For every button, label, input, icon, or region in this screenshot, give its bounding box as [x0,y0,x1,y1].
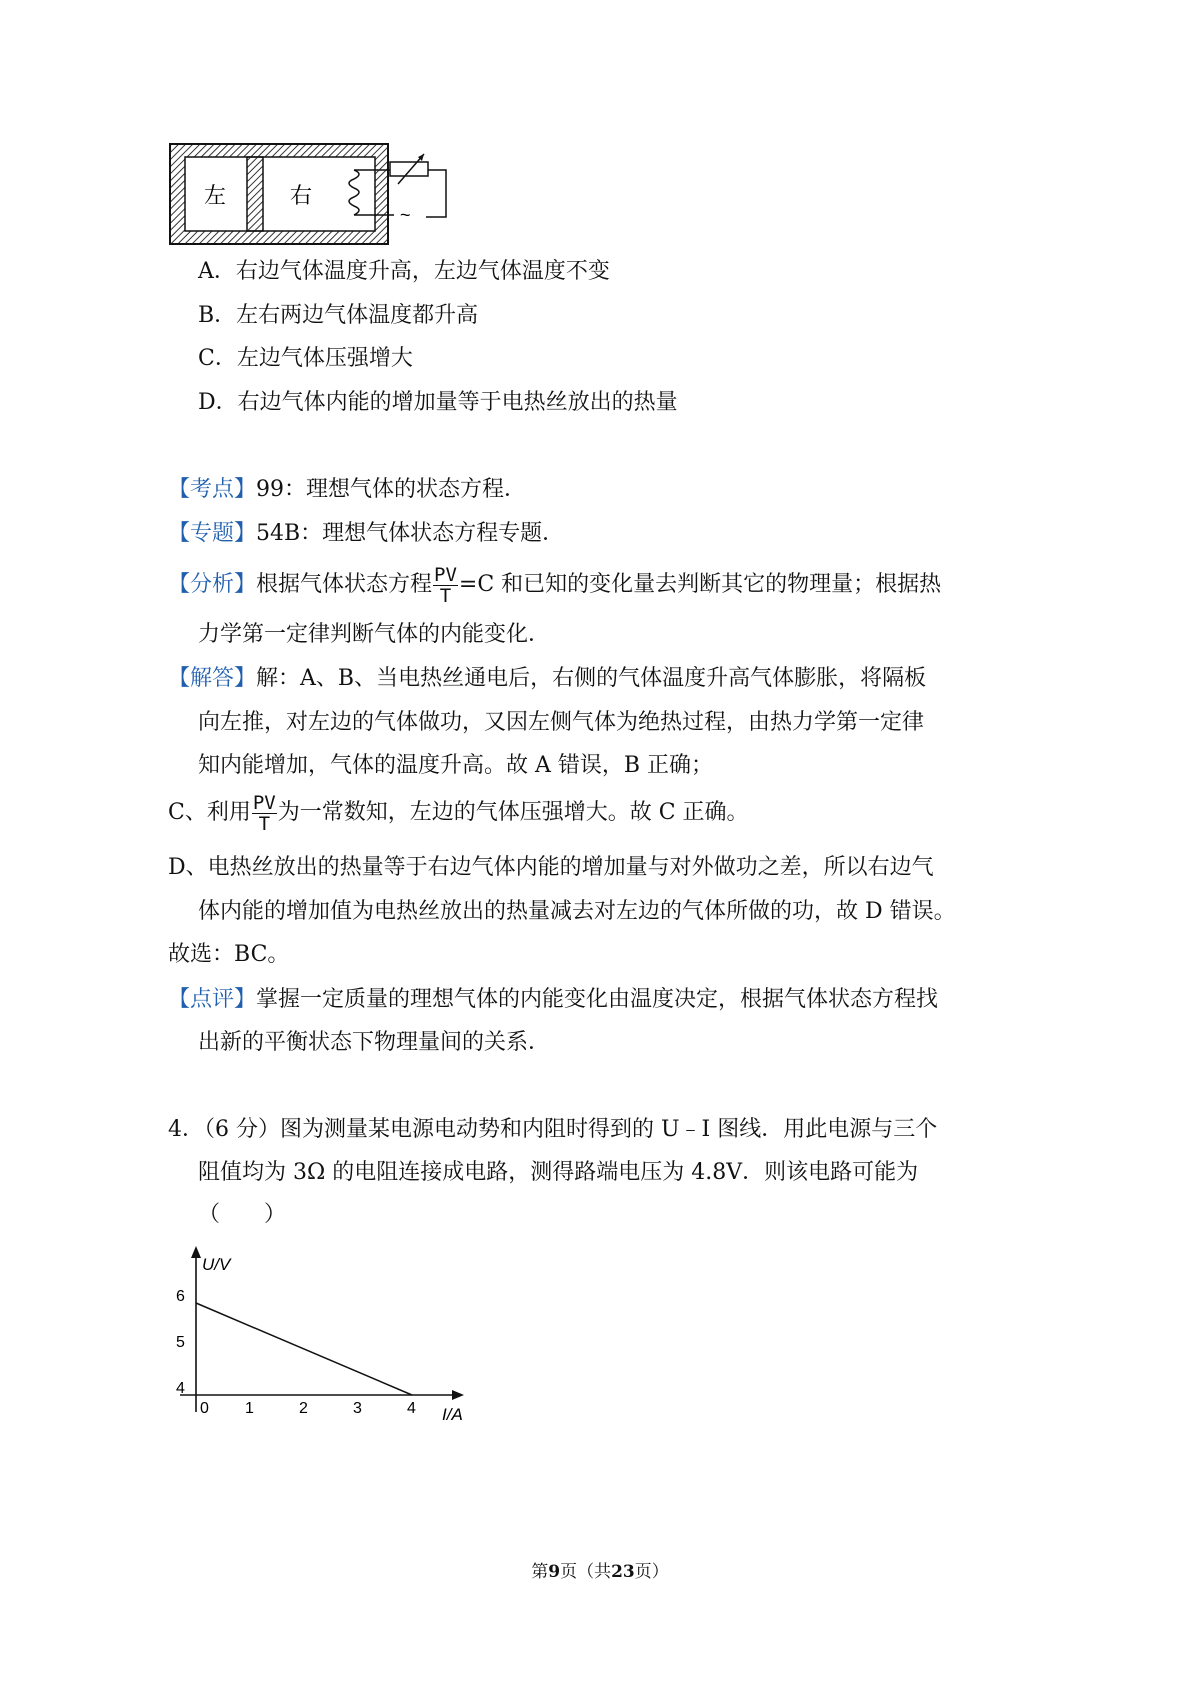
right-chamber-label: 右 [290,184,313,209]
zhuanti-text: 54B：理想气体状态方程专题． [256,521,565,546]
jieda-line2: 向左推，对左边的气体做功，又因左侧气体为绝热过程，由热力学第一定律 [198,710,925,735]
x-tick-label: 2 [299,1400,308,1417]
jieda-tag: 【解答】 [168,666,257,691]
variable-resistor [390,162,428,176]
jieda-c-pre: C、利用 [168,800,251,825]
option-b: B．左右两边气体温度都升高 [198,303,479,328]
x-tick-label: 4 [407,1400,416,1417]
x-tick-label: 3 [353,1400,362,1417]
fraction-numerator: PV [434,563,457,586]
partition [247,157,263,231]
left-chamber-label: 左 [204,184,227,209]
y-tick-label: 5 [176,1334,185,1351]
option-a: A．右边气体温度升高，左边气体温度不变 [198,259,610,284]
x-tick-label: 1 [245,1400,254,1417]
dianping-line2: 出新的平衡状态下物理量间的关系． [198,1030,551,1055]
fenxi-line2: 力学第一定律判断气体的内能变化． [198,622,551,647]
question4-line3: （ ） [198,1202,287,1227]
x-axis-arrow [452,1390,464,1400]
ui-chart [160,1240,480,1430]
jieda-c-line [168,790,749,836]
dianping-tag: 【点评】 [168,987,257,1012]
question4-line2: 阻值均为 3Ω 的电阻连接成电路，测得路端电压为 4.8V．则该电路可能为 [198,1160,919,1185]
footer-post: 页） [634,1562,669,1582]
fenxi-tag: 【分析】 [168,572,257,597]
fraction-denominator: T [258,812,271,835]
y-tick-label: 6 [176,1288,185,1305]
footer-page-number: 9 [548,1562,561,1582]
kaodian-tag: 【考点】 [168,477,257,502]
page-footer [0,1560,1200,1584]
footer-pre: 第 [531,1562,549,1582]
jieda-c-post: 为一常数知，左边的气体压强增大。故 C 正确。 [277,800,749,825]
option-d: D．右边气体内能的增加量等于电热丝放出的热量 [198,390,678,415]
option-c: C．左边气体压强增大 [198,346,413,371]
y-axis-label: U/V [202,1255,231,1274]
zhuanti-tag: 【专题】 [168,521,257,546]
dianping-text1: 掌握一定质量的理想气体的内能变化由温度决定，根据气体状态方程找 [256,987,939,1012]
fenxi-fraction [433,565,458,606]
dianping-line1 [168,985,938,1015]
fraction-denominator: T [439,584,452,607]
series-line [196,1303,412,1395]
jieda-text1: 解：A、B、当电热丝通电后，右侧的气体温度升高气体膨胀，将隔板 [256,666,927,691]
footer-mid: 页（共 [560,1562,612,1582]
footer-total-pages: 23 [611,1562,635,1582]
jieda-line1 [168,664,926,694]
fenxi-pre: 根据气体状态方程 [256,572,433,597]
ac-source-symbol: ~ [400,205,411,225]
question4-line1: 4．（6 分）图为测量某电源电动势和内阻时得到的 U﹣I 图线．用此电源与三个 [168,1117,938,1142]
jieda-d-line1: D、电热丝放出的热量等于右边气体内能的增加量与对外做功之差，所以右边气 [168,855,934,880]
jieda-choice: 故选：BC。 [168,942,290,967]
fraction-numerator: PV [252,791,276,814]
x-tick-label: 0 [200,1400,209,1417]
gas-container-diagram [168,140,458,250]
y-axis-arrow [191,1246,201,1258]
jieda-line3: 知内能增加，气体的温度升高。故 A 错误，B 正确； [198,753,714,778]
fenxi-post: =C 和已知的变化量去判断其它的物理量；根据热 [458,572,942,597]
fenxi-line [168,562,941,608]
jieda-c-fraction [252,793,277,834]
jieda-d-line2: 体内能的增加值为电热丝放出的热量减去对左边的气体所做的功，故 D 错误。 [198,899,956,924]
x-axis-label: I/A [442,1405,463,1424]
zhuanti-line [168,519,564,549]
kaodian-text: 99：理想气体的状态方程． [256,477,527,502]
kaodian-line [168,475,526,505]
y-tick-label: 4 [176,1380,185,1397]
